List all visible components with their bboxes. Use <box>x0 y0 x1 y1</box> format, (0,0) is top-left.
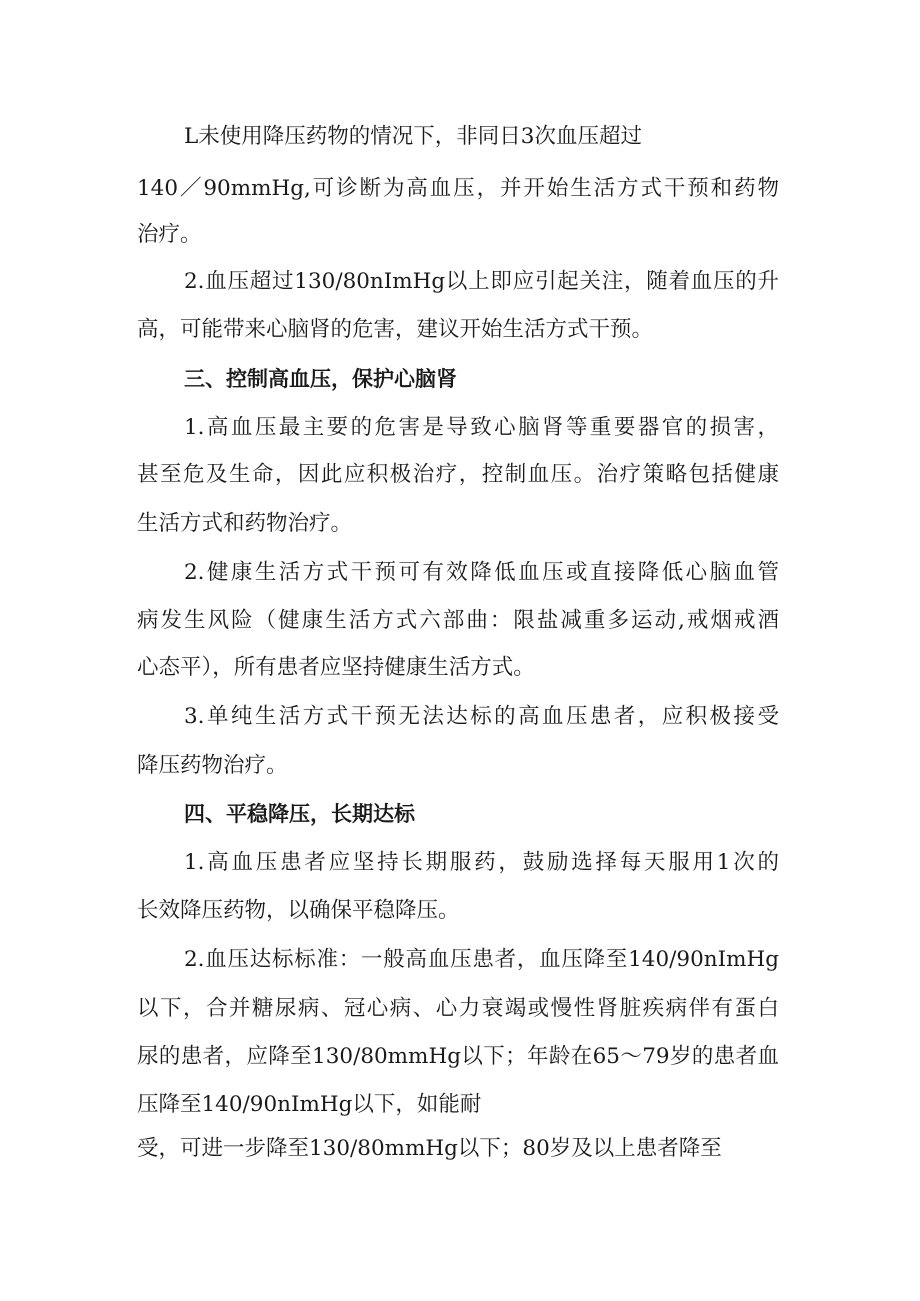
body-text-line: 尿的患者，应降至130/80mmHg以下；年龄在65～79岁的患者血 <box>137 1044 779 1069</box>
body-text-line: 长效降压药物，以确保平稳降压。 <box>137 898 460 923</box>
body-text-line: 140／90mmHg,可诊断为高血压，并开始生活方式干预和药物 <box>137 176 779 201</box>
body-text-line: 降压药物治疗。 <box>137 753 288 778</box>
body-text-line: 3.单纯生活方式干预无法达标的高血压患者，应积极接受 <box>184 704 779 729</box>
body-text-line: 压降至140/90nImHg以下，如能耐 <box>137 1092 482 1117</box>
body-text-line: 以下，合并糖尿病、冠心病、心力衰竭或慢性肾脏疾病伴有蛋白 <box>137 996 779 1021</box>
body-text-line: 1.高血压患者应坚持长期服药，鼓励选择每天服用1次的 <box>184 850 779 875</box>
body-text-line: 心态平），所有患者应坚持健康生活方式。 <box>137 655 535 680</box>
body-text-line: 甚至危及生命，因此应积极治疗，控制血压。治疗策略包括健康 <box>137 462 779 487</box>
body-text-line: 2.血压超过130/80nImHg以上即应引起关注，随着血压的升 <box>184 269 779 294</box>
body-text-line: 高，可能带来心脑肾的危害，建议开始生活方式干预。 <box>137 317 654 342</box>
body-text-line: 病发生风险（健康生活方式六部曲：限盐减重多运动,戒烟戒酒 <box>137 608 779 633</box>
body-text-line: 1.高血压最主要的危害是导致心脑肾等重要器官的损害， <box>184 415 779 440</box>
body-text-line: 生活方式和药物治疗。 <box>137 511 353 536</box>
body-text-line: 2.健康生活方式干预可有效降低血压或直接降低心脑血管 <box>184 560 779 585</box>
section-heading: 四、平稳降压，长期达标 <box>184 802 415 826</box>
body-text-line: 2.血压达标标准：一般高血压患者，血压降至140/90nImHg <box>184 947 779 972</box>
body-text-line: 受，可进一步降至130/80mmHg以下；80岁及以上患者降至 <box>137 1136 722 1161</box>
section-heading: 三、控制高血压，保护心脑肾 <box>184 367 457 391</box>
body-text-line: L未使用降压药物的情况下，非同日3次血压超过 <box>184 124 642 149</box>
body-text-line: 治疗。 <box>137 222 202 247</box>
